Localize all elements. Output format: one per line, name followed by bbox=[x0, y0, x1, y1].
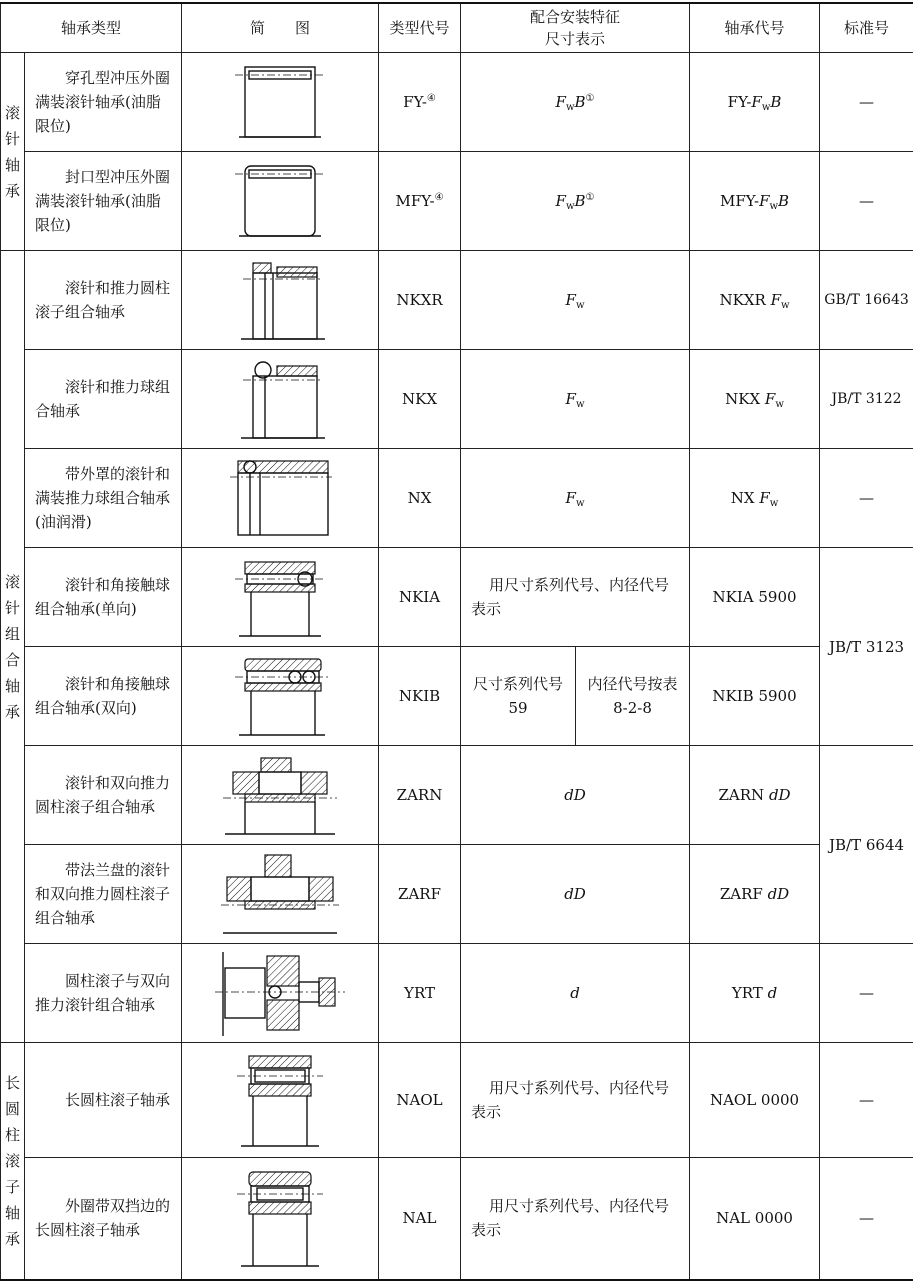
header-code: 类型代号 bbox=[379, 3, 461, 53]
header-bearing-code: 轴承代号 bbox=[690, 3, 820, 53]
bearing-diagram bbox=[182, 944, 379, 1043]
type-code: MFY-④ bbox=[379, 152, 461, 251]
bearing-diagram bbox=[182, 251, 379, 350]
bearing-code: NKX $F_w$ bbox=[690, 350, 820, 449]
bearing-name: 长圆柱滚子轴承 bbox=[25, 1043, 182, 1158]
standard-number: — bbox=[820, 1043, 913, 1158]
header-row bbox=[1, 3, 913, 53]
type-code: NX bbox=[379, 449, 461, 548]
bearing-code: NAL 0000 bbox=[690, 1158, 820, 1280]
type-code: NAOL bbox=[379, 1043, 461, 1158]
table-row bbox=[1, 647, 913, 746]
type-code: NKIB bbox=[379, 647, 461, 746]
fit-feature: $F_w$ bbox=[461, 350, 690, 449]
header-standard: 标准号 bbox=[820, 3, 913, 53]
bearing-code: NKIA 5900 bbox=[690, 548, 820, 647]
bearing-diagram bbox=[182, 152, 379, 251]
bearing-code: MFY-$F_wB$ bbox=[690, 152, 820, 251]
fit-feature: d bbox=[461, 944, 690, 1043]
bearing-code: NKIB 5900 bbox=[690, 647, 820, 746]
standard-number: — bbox=[820, 53, 913, 152]
type-code: ZARN bbox=[379, 746, 461, 845]
bearing-diagram bbox=[182, 1043, 379, 1158]
fit-feature: 用尺寸系列代号、内径代号表示 bbox=[461, 548, 690, 647]
bearing-diagram bbox=[182, 350, 379, 449]
type-code: NKX bbox=[379, 350, 461, 449]
bearing-name: 滚针和双向推力圆柱滚子组合轴承 bbox=[25, 746, 182, 845]
standard-number: — bbox=[820, 1158, 913, 1280]
fit-feature: 用尺寸系列代号、内径代号表示 bbox=[461, 1043, 690, 1158]
type-code: NKIA bbox=[379, 548, 461, 647]
type-code: NKXR bbox=[379, 251, 461, 350]
bearing-diagram bbox=[182, 548, 379, 647]
header-type: 轴承类型 bbox=[1, 3, 182, 53]
bearing-code: NX $F_w$ bbox=[690, 449, 820, 548]
fit-feature-bore-code: 内径代号按表 8-2-8 bbox=[576, 647, 690, 746]
standard-number: — bbox=[820, 449, 913, 548]
type-code: FY-④ bbox=[379, 53, 461, 152]
bearing-diagram bbox=[182, 845, 379, 944]
fit-feature: $F_w$ bbox=[461, 251, 690, 350]
bearing-table bbox=[0, 2, 913, 1281]
bearing-diagram bbox=[182, 449, 379, 548]
table-row bbox=[1, 1043, 913, 1158]
bearing-name: 带法兰盘的滚针和双向推力圆柱滚子组合轴承 bbox=[25, 845, 182, 944]
group-label-combined: 滚 针 组 合 轴 承 bbox=[1, 251, 25, 1043]
table-row bbox=[1, 845, 913, 944]
standard-number: — bbox=[820, 944, 913, 1043]
bearing-code: $FY-F_wB$ bbox=[690, 53, 820, 152]
header-diagram: 简 图 bbox=[182, 3, 379, 53]
header-fit: 配合安装特征 尺寸表示 bbox=[461, 3, 690, 53]
fit-feature: dD bbox=[461, 845, 690, 944]
bearing-name: 封口型冲压外圈满装滚针轴承(油脂限位) bbox=[25, 152, 182, 251]
standard-number: JB/T 3122 bbox=[820, 350, 913, 449]
bearing-name: 圆柱滚子与双向推力滚针组合轴承 bbox=[25, 944, 182, 1043]
bearing-code: YRT d bbox=[690, 944, 820, 1043]
standard-number: — bbox=[820, 152, 913, 251]
type-code: YRT bbox=[379, 944, 461, 1043]
fit-feature: $F_w$ bbox=[461, 449, 690, 548]
fit-feature: 用尺寸系列代号、内径代号表示 bbox=[461, 1158, 690, 1280]
bearing-code: NAOL 0000 bbox=[690, 1043, 820, 1158]
fit-feature-size-series: 尺寸系列代号 59 bbox=[461, 647, 576, 746]
table-row bbox=[1, 548, 913, 647]
standard-number: GB/T 16643 bbox=[820, 251, 913, 350]
fit-feature: dD bbox=[461, 746, 690, 845]
bearing-code: ZARF dD bbox=[690, 845, 820, 944]
group-label-long-roller: 长 圆 柱 滚 子 轴 承 bbox=[1, 1043, 25, 1280]
table-row bbox=[1, 449, 913, 548]
table-row bbox=[1, 53, 913, 152]
bearing-name: 滚针和角接触球组合轴承(双向) bbox=[25, 647, 182, 746]
bearing-diagram bbox=[182, 1158, 379, 1280]
table-row bbox=[1, 1158, 913, 1280]
bearing-name: 滚针和角接触球组合轴承(单向) bbox=[25, 548, 182, 647]
table-row bbox=[1, 350, 913, 449]
bearing-name: 滚针和推力球组合轴承 bbox=[25, 350, 182, 449]
bearing-name: 滚针和推力圆柱滚子组合轴承 bbox=[25, 251, 182, 350]
fit-feature: $F_wB^①$ bbox=[461, 152, 690, 251]
standard-number: JB/T 3123 bbox=[820, 548, 913, 746]
bearing-name: 外圈带双挡边的长圆柱滚子轴承 bbox=[25, 1158, 182, 1280]
bearing-name: 穿孔型冲压外圈满装滚针轴承(油脂限位) bbox=[25, 53, 182, 152]
standard-number: JB/T 6644 bbox=[820, 746, 913, 944]
table-row bbox=[1, 251, 913, 350]
bearing-name: 带外罩的滚针和满装推力球组合轴承(油润滑) bbox=[25, 449, 182, 548]
bearing-diagram bbox=[182, 647, 379, 746]
bearing-code: ZARN dD bbox=[690, 746, 820, 845]
fit-feature: $F_wB^①$ bbox=[461, 53, 690, 152]
type-code: NAL bbox=[379, 1158, 461, 1280]
bearing-diagram bbox=[182, 746, 379, 845]
type-code: ZARF bbox=[379, 845, 461, 944]
bearing-code: NKXR $F_w$ bbox=[690, 251, 820, 350]
bearing-diagram bbox=[182, 53, 379, 152]
table-row bbox=[1, 152, 913, 251]
group-label-needle: 滚 针 轴 承 bbox=[1, 53, 25, 251]
table-row bbox=[1, 746, 913, 845]
table-row bbox=[1, 944, 913, 1043]
